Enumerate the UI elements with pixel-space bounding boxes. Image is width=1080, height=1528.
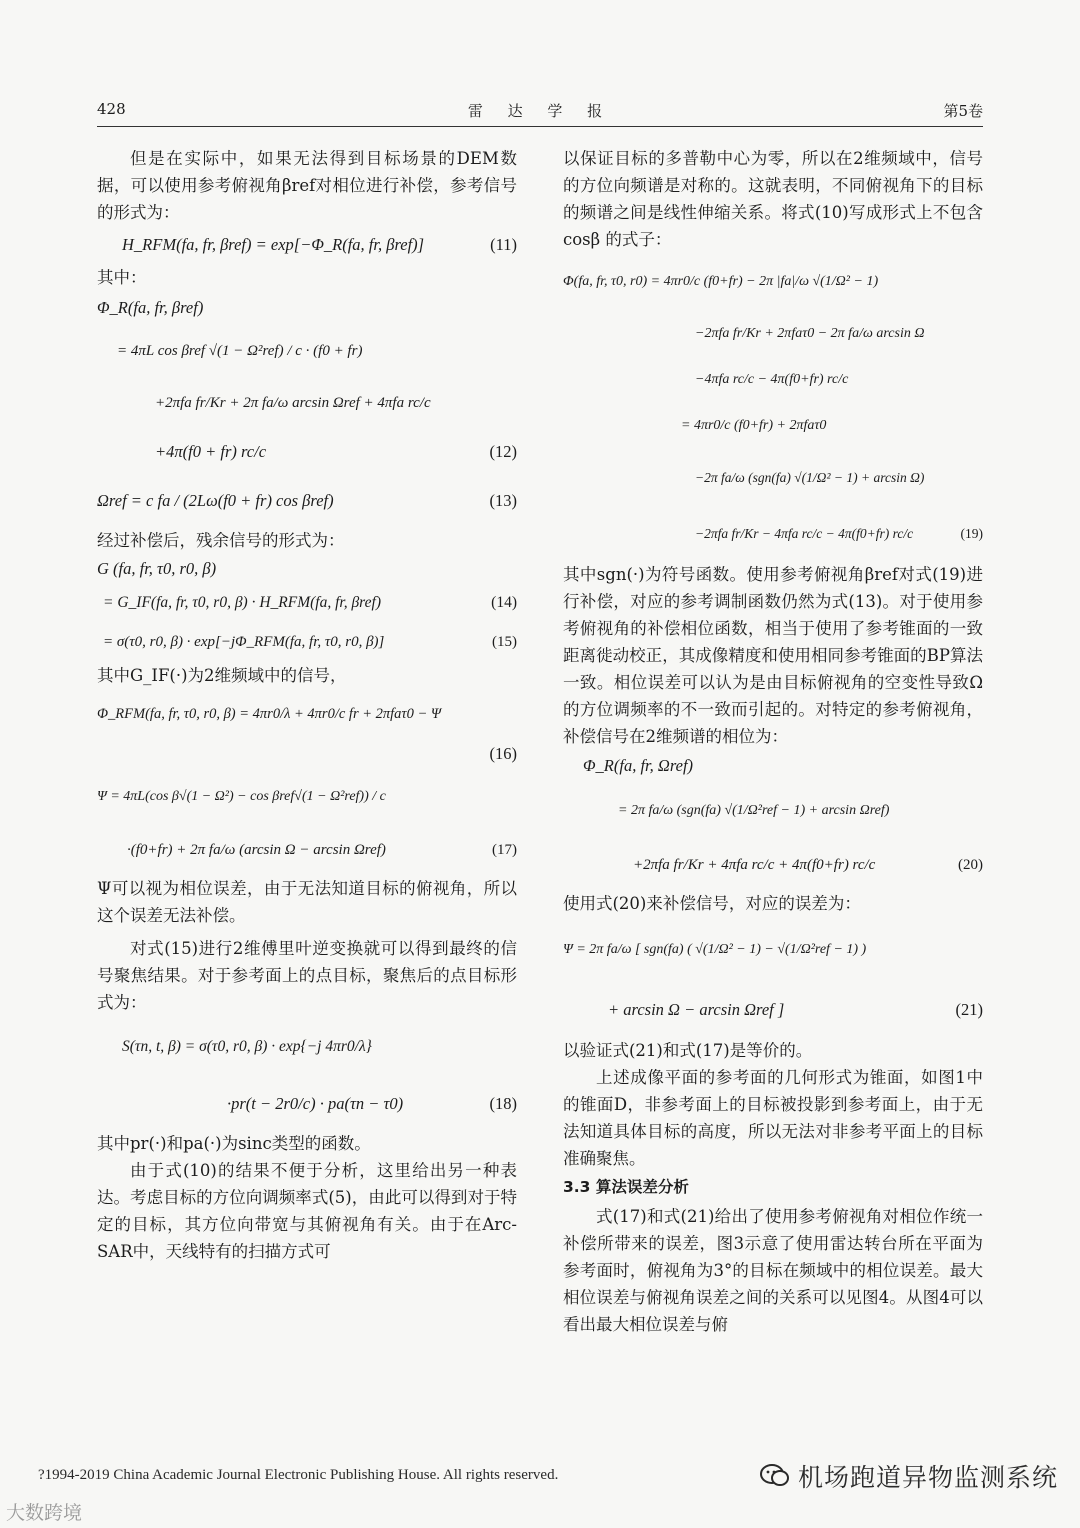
equation-19-line: −4πfa rc/c − 4π(f0+fr) rc/c	[695, 372, 849, 387]
watermark	[760, 1458, 1058, 1495]
equation-16: (16)	[489, 744, 517, 763]
equation-20-line: Φ_R(fa, fr, Ωref)	[583, 756, 694, 775]
page-header	[97, 100, 983, 124]
watermark-text: 机场跑道异物监测系统	[798, 1463, 1059, 1492]
equation-12-line: +2πfa fr/Kr + 2π fa/ω arcsin Ωref + 4πfa rc/c	[155, 395, 431, 411]
paragraph: 以保证目标的多普勒中心为零，所以在2维频域中，信号的方位向频谱是对称的。这就表明，不同俯视角下的目标的频谱之间是线性伸缩关系。将式(10)写成形式上不包含 cosβ 的式子：	[563, 149, 983, 249]
equation-17-line: Ψ = 4πL(cos β√(1 − Ω²) − cos βref√(1 − Ω²ref)) / c	[97, 789, 386, 804]
equation-15: = σ(τ0, r0, β) · exp[−jΦ_RFM(fa, fr, τ0, r0, β)] (15)	[103, 634, 517, 650]
paragraph: 式(17)和式(21)给出了使用参考俯视角对相位作统一补偿所带来的误差，图3示意了使用雷达转台所在平面为参考面时，俯视角为3°的目标在频域中的相位误差。最大相位误差与俯视角误差之间的关系可以见图4。从图4可以看出最大相位误差与俯	[563, 1207, 983, 1334]
paragraph: 其中sgn(·)为符号函数。使用参考俯视角βref对式(19)进行补偿，对应的参考调制函数仍然为式(13)。对于使用参考俯视角的补偿相位函数，相当于使用了参考锥面的一致距离徙动校正，其成像精度和使用相同参考锥面的BP算法一致。相位误差可以认为是由目标俯视角的空变性导致Ω的方位调频率的不一致而引起的。对特定的参考俯视角，补偿信号在2维频谱的相位为：	[563, 565, 983, 746]
equation-12-line: = 4πL cos βref √(1 − Ω²ref) / c · (f0 + fr)	[117, 343, 363, 359]
equation-12-line: Φ_R(fa, fr, βref)	[97, 298, 204, 317]
equation-11: H_RFM(fa, fr, βref) = exp[−Φ_R(fa, fr, βref)] (11)	[122, 235, 517, 254]
equation-14: = G_IF(fa, fr, τ0, r0, β) · H_RFM(fa, fr, βref) (14)	[103, 594, 517, 611]
wechat-icon	[760, 1463, 790, 1495]
paragraph: 其中G_IF(·)为2维频域中的信号，	[97, 666, 347, 685]
equation-16-line: Φ_RFM(fa, fr, τ0, r0, β) = 4πr0/λ + 4πr0/c fr + 2πfaτ0 − Ψ	[97, 706, 442, 722]
equation-21: + arcsin Ω − arcsin Ωref ] (21)	[608, 1000, 983, 1019]
paragraph: 但是在实际中，如果无法得到目标场景的DEM数据，可以使用参考俯视角βref对相位进行补偿，参考信号的形式为：	[97, 149, 517, 222]
paragraph: 经过补偿后，残余信号的形式为：	[97, 531, 345, 550]
paragraph: 使用式(20)来补偿信号，对应的误差为：	[563, 894, 861, 913]
header-rule	[97, 126, 983, 127]
left-column	[97, 145, 517, 1265]
equation-20-line: = 2π fa/ω (sgn(fa) √(1/Ω²ref − 1) + arcsin Ωref)	[618, 803, 890, 818]
copyright-footer: ?1994-2019 China Academic Journal Electronic Publishing House. All rights reserved.	[38, 1467, 559, 1483]
paragraph: 对式(15)进行2维傅里叶逆变换就可以得到最终的信号聚焦结果。对于参考面上的点目标，聚焦后的点目标形式为：	[97, 939, 517, 1012]
equation-19-line: −2π fa/ω (sgn(fa) √(1/Ω² − 1) + arcsin Ω)	[695, 470, 925, 485]
equation-19-line: −2πfa fr/Kr + 2πfaτ0 − 2π fa/ω arcsin Ω	[695, 326, 925, 341]
paragraph: 其中pr(·)和pa(·)为sinc类型的函数。	[97, 1134, 371, 1153]
equation-19: −2πfa fr/Kr − 4πfa rc/c − 4π(f0+fr) rc/c (19)	[695, 526, 983, 541]
section-heading: 3.3 算法误差分析	[563, 1178, 689, 1196]
paragraph: 其中：	[97, 268, 147, 287]
page-number: 428	[97, 100, 126, 118]
equation-18-line: S(τn, t, β) = σ(τ0, r0, β) · exp{−j 4πr0/λ}	[122, 1038, 372, 1055]
paragraph: 由于式(10)的结果不便于分析，这里给出另一种表达。考虑目标的方位向调频率式(5)，由此可以得到对于特定的目标，其方位向带宽与其俯视角有关。由于在Arc-SAR中，天线特有的扫描方式可	[97, 1161, 517, 1261]
equation-21-line: Ψ = 2π fa/ω [ sgn(fa) ( √(1/Ω² − 1) − √(1/Ω²ref − 1) )	[563, 942, 867, 957]
paragraph: 以验证式(21)和式(17)是等价的。	[563, 1041, 813, 1060]
equation-13: Ωref = c fa / (2Lω(f0 + fr) cos βref) (13)	[97, 491, 517, 510]
journal-title: 雷 达 学 报	[467, 102, 613, 120]
equation-14-line: G (fa, fr, τ0, r0, β)	[97, 559, 217, 578]
equation-18: ·pr(t − 2r0/c) · pa(τn − τ0) (18)	[227, 1094, 517, 1113]
volume-label: 第5卷	[943, 102, 983, 120]
equation-19-line: = 4πr0/c (f0+fr) + 2πfaτ0	[681, 418, 827, 433]
right-column	[563, 145, 983, 1338]
equation-17: ·(f0+fr) + 2π fa/ω (arcsin Ω − arcsin Ωref) (17)	[127, 842, 517, 858]
paragraph: 上述成像平面的参考面的几何形式为锥面，如图1中的锥面D，非参考面上的目标被投影到参考面上，由于无法知道具体目标的高度，所以无法对非参考平面上的目标准确聚焦。	[563, 1068, 983, 1168]
equation-19-line: Φ(fa, fr, τ0, r0) = 4πr0/c (f0+fr) − 2π |fa|/ω √(1/Ω² − 1)	[563, 274, 879, 289]
equation-20: +2πfa fr/Kr + 4πfa rc/c + 4π(f0+fr) rc/c (20)	[633, 857, 983, 873]
watermark-logo: 大数跨境	[6, 1502, 83, 1524]
equation-12: +4π(f0 + fr) rc/c (12)	[155, 442, 517, 461]
paragraph: Ψ可以视为相位误差，由于无法知道目标的俯视角，所以这个误差无法补偿。	[97, 879, 517, 925]
